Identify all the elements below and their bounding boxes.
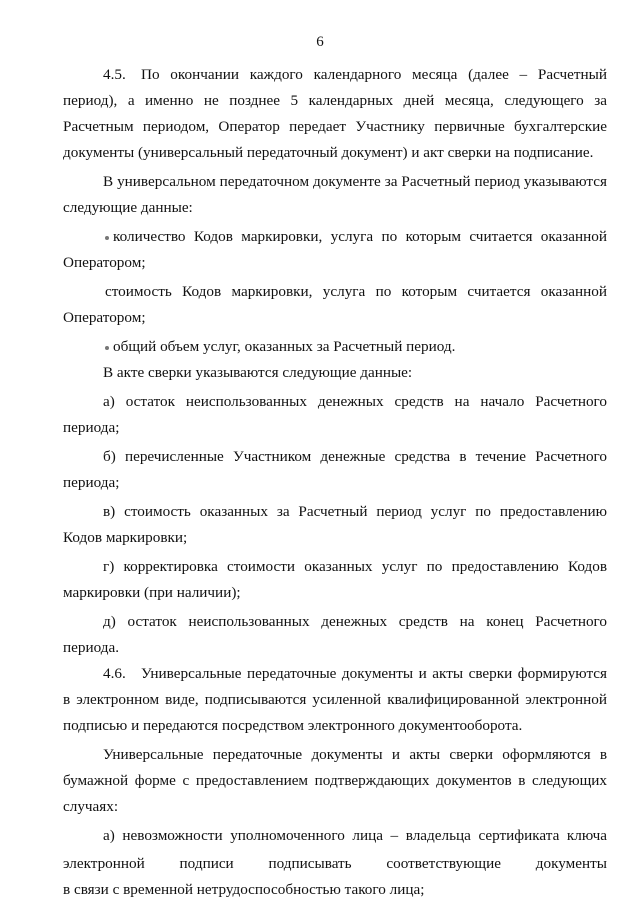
paragraph-total-volume-text: общий объем услуг, оказанных за Расчетный период. — [113, 338, 456, 355]
paragraph-total-volume — [63, 334, 607, 360]
paragraph-reconciliation-intro: В акте сверки указываются следующие данные: — [103, 364, 413, 381]
paragraph-codes-quantity — [63, 224, 607, 276]
clause-number-4-6: 4.6. — [103, 665, 126, 682]
clause-number-4-5: 4.5. — [103, 66, 126, 83]
scan-mark-dot — [105, 346, 109, 350]
paragraph-codes-quantity-text: количество Кодов маркировки, услуга по которым считается оказанной Оператором; — [63, 228, 607, 271]
paragraph-case-a-line-1: а) невозможности уполномоченного лица – владельца сертификата ключа — [103, 827, 607, 844]
paragraph-4-6-text: Универсальные передаточные документы и акты сверки формируются в электронном виде, подписываются усиленной квалифицированной электронной подписью и передаются посредством электронного документооборота. — [63, 665, 607, 734]
paragraph-paper-form: Универсальные передаточные документы и акты сверки оформляются в бумажной форме с предоставлением подтверждающих документов в следующих случаях: — [63, 746, 607, 815]
paragraph-4-6 — [63, 661, 607, 739]
paragraph-item-a: а) остаток неиспользованных денежных средств на начало Расчетного периода; — [63, 393, 607, 436]
scan-mark-dot — [105, 236, 109, 240]
paragraph-case-a — [63, 823, 607, 903]
paragraph-4-5 — [63, 62, 607, 166]
paragraph-case-a-line-2: электронной подписи подписывать соответствующие документы — [63, 855, 607, 872]
paragraph-codes-cost: стоимость Кодов маркировки, услуга по которым считается оказанной Оператором; — [63, 283, 607, 326]
paragraph-item-b: б) перечисленные Участником денежные средства в течение Расчетного периода; — [63, 448, 607, 491]
page-number: 6 — [316, 34, 324, 50]
paragraph-item-g: г) корректировка стоимости оказанных услуг по предоставлению Кодов маркировки (при наличии); — [63, 558, 607, 601]
document-body — [63, 62, 607, 903]
paragraph-upd-intro: В универсальном передаточном документе за Расчетный период указываются следующие данные: — [63, 173, 607, 216]
paragraph-case-a-line-3: в связи с временной нетрудоспособностью такого лица; — [63, 881, 425, 898]
paragraph-4-5-text: По окончании каждого календарного месяца (далее – Расчетный период), а именно не позднее 5 календарных дней месяца, следующего за Расчетным периодом, Оператор передает Участнику первичные бухгалтерские документы (универсальный передаточный документ) и акт сверки на подписание. — [63, 66, 607, 161]
paragraph-item-v: в) стоимость оказанных за Расчетный период услуг по предоставлению Кодов маркировки; — [63, 503, 607, 546]
paragraph-item-d: д) остаток неиспользованных денежных средств на конец Расчетного периода. — [63, 613, 607, 656]
